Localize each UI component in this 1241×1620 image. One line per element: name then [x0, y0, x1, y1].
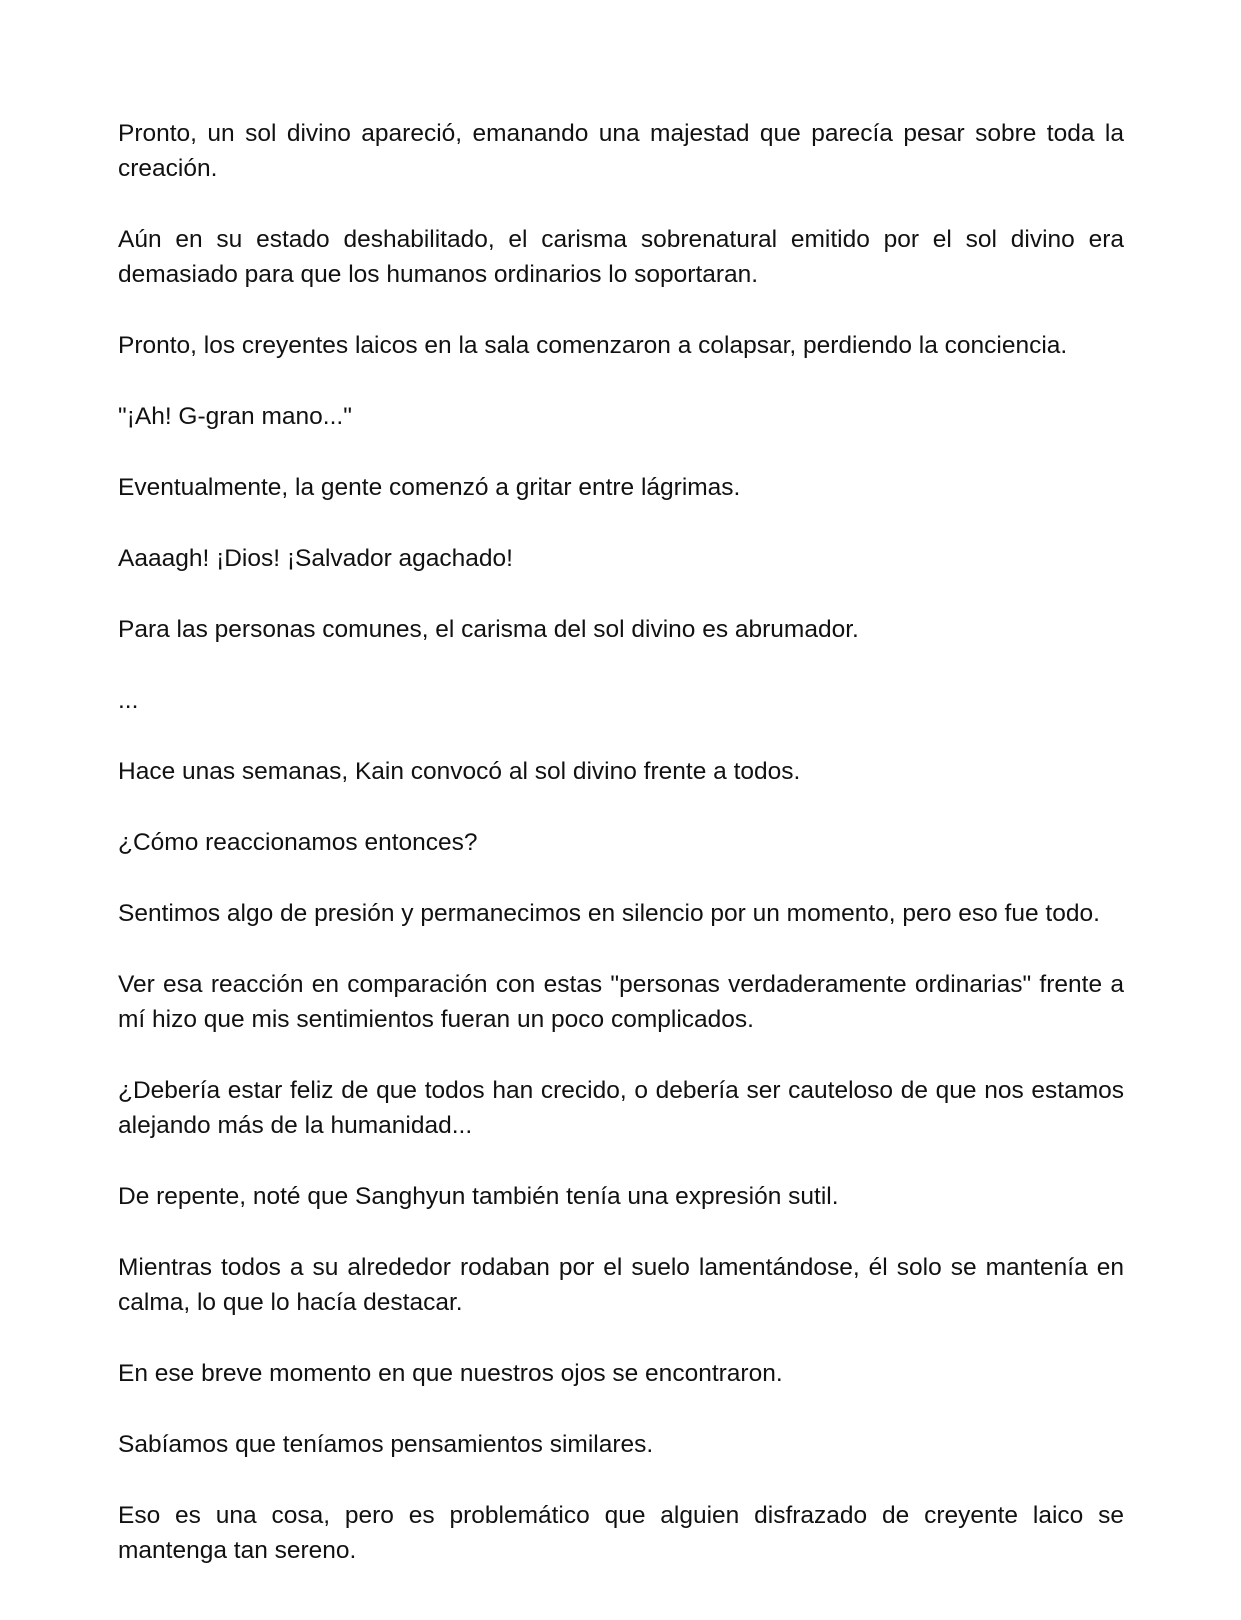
paragraph: Pronto, los creyentes laicos en la sala comenzaron a colapsar, perdiendo la conciencia.: [118, 332, 1068, 359]
paragraph: "¡Ah! G-gran mano...": [118, 403, 352, 430]
paragraph: Mientras todos a su alrededor rodaban por el suelo lamentándose, él solo se mantenía en calma, lo que lo hacía destacar.: [118, 1254, 1124, 1316]
paragraph: Ver esa reacción en comparación con estas "personas verdaderamente ordinarias" frente a mí hizo que mis sentimientos fueran un poco complicados.: [118, 971, 1124, 1033]
paragraph: Sentimos algo de presión y permanecimos en silencio por un momento, pero eso fue todo.: [118, 900, 1100, 927]
paragraph: Hace unas semanas, Kain convocó al sol divino frente a todos.: [118, 758, 801, 785]
paragraph: En ese breve momento en que nuestros ojos se encontraron.: [118, 1360, 783, 1387]
paragraph: Para las personas comunes, el carisma del sol divino es abrumador.: [118, 616, 859, 643]
paragraph: ¿Debería estar feliz de que todos han crecido, o debería ser cauteloso de que nos estamos alejando más de la humanidad...: [118, 1077, 1124, 1139]
paragraph: De repente, noté que Sanghyun también tenía una expresión sutil.: [118, 1183, 839, 1210]
paragraph: Eventualmente, la gente comenzó a gritar entre lágrimas.: [118, 474, 741, 501]
paragraph: Pronto, un sol divino apareció, emanando una majestad que parecía pesar sobre toda la creación.: [118, 120, 1124, 182]
paragraph: ¿Cómo reaccionamos entonces?: [118, 829, 478, 856]
paragraph: Sabíamos que teníamos pensamientos similares.: [118, 1431, 654, 1458]
document-page: [118, 116, 1124, 1568]
paragraph: Aún en su estado deshabilitado, el carisma sobrenatural emitido por el sol divino era demasiado para que los humanos ordinarios lo soportaran.: [118, 226, 1124, 288]
paragraph: ...: [118, 687, 139, 714]
paragraph: Aaaagh! ¡Dios! ¡Salvador agachado!: [118, 545, 513, 572]
paragraph: Eso es una cosa, pero es problemático que alguien disfrazado de creyente laico se mantenga tan sereno.: [118, 1502, 1124, 1564]
